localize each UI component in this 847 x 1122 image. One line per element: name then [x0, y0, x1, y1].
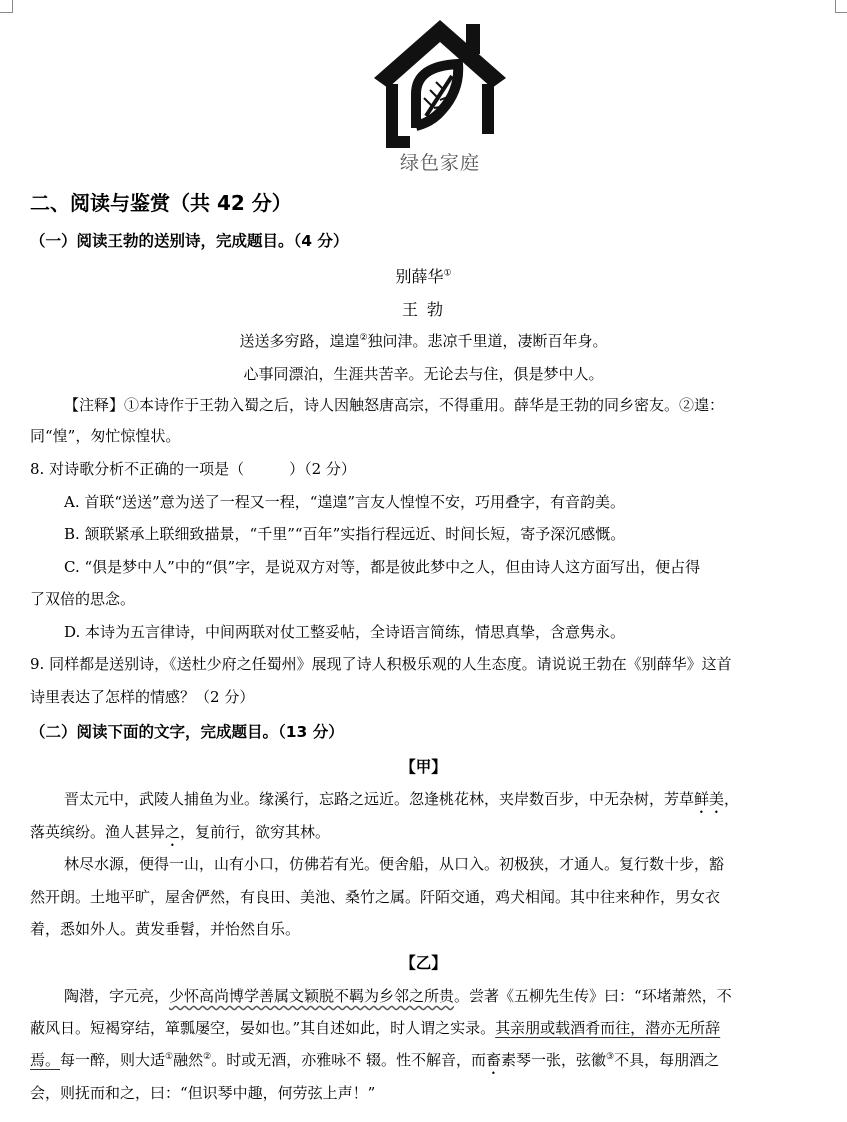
passage-jia-line-1: 晋太元中，武陵人捕鱼为业。缘溪行，忘路之远近。忽逢桃花林，夹岸数百步，中无杂树，芳草鲜美，	[64, 790, 740, 808]
q8-option-a: A. 首联“送送”意为送了一程又一程，“遑遑”言友人惶惶不安，巧用叠字，有音韵美。	[64, 493, 626, 511]
poem-author: 王 勃	[401, 300, 446, 319]
house-leaf-icon	[372, 10, 508, 150]
passage-jia-line-5: 着，悉如外人。黄发垂髫，并怡然自乐。	[30, 920, 301, 938]
q8-option-c-line-2: 了双倍的思念。	[30, 590, 136, 608]
passage-yi-heading: 【乙】	[400, 954, 447, 972]
q9-line-2: 诗里表达了怎样的情感？（2 分）	[30, 688, 255, 706]
poem-title: 别薛华①	[395, 267, 452, 286]
passage-yi-line-3: 焉。每一醉，则大适①融然②。时或无酒，亦雅咏不 辍。性不解音，而畜素琴一张，弦徽③不具，每朋酒之	[30, 1051, 720, 1069]
poem-note-line-2: 同“惶”，匆忙惊惶状。	[30, 427, 181, 445]
passage-yi-line-2: 蔽风日。短褐穿结，箪瓢屡空，晏如也。”其自述如此，时人谓之实录。其亲朋或载酒肴而往，潜亦无所辞	[30, 1019, 721, 1037]
passage-jia-line-3: 林尽水源，便得一山，山有小口，仿佛若有光。便舍船，从口入。初极狭，才通人。复行数十步，豁	[64, 855, 725, 873]
q8-option-b: B. 颔联紧承上联细致描景，“千里”“百年”实指行程远近、时间长短，寄予深沉感慨。	[64, 525, 626, 543]
passage-jia-line-2: 落英缤纷。渔人甚异之，复前行，欲穷其林。	[30, 823, 331, 841]
q8-stem: 8. 对诗歌分析不正确的一项是（ ）（2 分）	[30, 460, 356, 478]
passage-jia-heading: 【甲】	[400, 758, 447, 776]
passage-yi-line-4: 会，则抚而和之，曰：“但识琴中趣，何劳弦上声！”	[30, 1084, 376, 1102]
q9-line-1: 9. 同样都是送别诗，《送杜少府之任蜀州》展现了诗人积极乐观的人生态度。请说说王勃在《别薛华》这首	[30, 655, 732, 673]
q8-option-c-line-1: C. “俱是梦中人”中的“俱”字，是说双方对等，都是彼此梦中之人，但由诗人这方面写出，便占得	[64, 558, 701, 576]
green-family-logo	[372, 10, 508, 178]
part1-title: （一）阅读王勃的送别诗，完成题目。（4 分）	[30, 232, 349, 250]
poem-note-line-1: 【注释】①本诗作于王勃入蜀之后，诗人因触怒唐高宗，不得重用。薛华是王勃的同乡密友。②遑：	[64, 396, 725, 414]
corner-mark-top-left	[0, 0, 13, 13]
part2-title: （二）阅读下面的文字，完成题目。（13 分）	[30, 723, 344, 741]
poem-line-1: 送送多穷路，遑遑②独问津。悲凉千里道，凄断百年身。	[239, 332, 608, 350]
section-title: 二、阅读与鉴赏（共 42 分）	[30, 191, 292, 215]
passage-jia-line-4: 然开朗。土地平旷，屋舍俨然，有良田、美池、桑竹之属。阡陌交通，鸡犬相闻。其中往来种作，男女衣	[30, 888, 721, 906]
passage-yi-line-1: 陶潜，字元亮，少怀高尚博学善属文颖脱不羁为乡邻之所贵。尝著《五柳先生传》曰：“环堵萧然，不	[64, 987, 732, 1005]
logo-text: 绿色家庭	[399, 152, 480, 174]
q8-option-d: D. 本诗为五言律诗，中间两联对仗工整妥帖，全诗语言简练，情思真挚，含意隽永。	[64, 623, 626, 641]
corner-mark-top-right	[835, 0, 847, 13]
poem-line-2: 心事同漂泊，生涯共苦辛。无论去与住，俱是梦中人。	[243, 365, 604, 383]
